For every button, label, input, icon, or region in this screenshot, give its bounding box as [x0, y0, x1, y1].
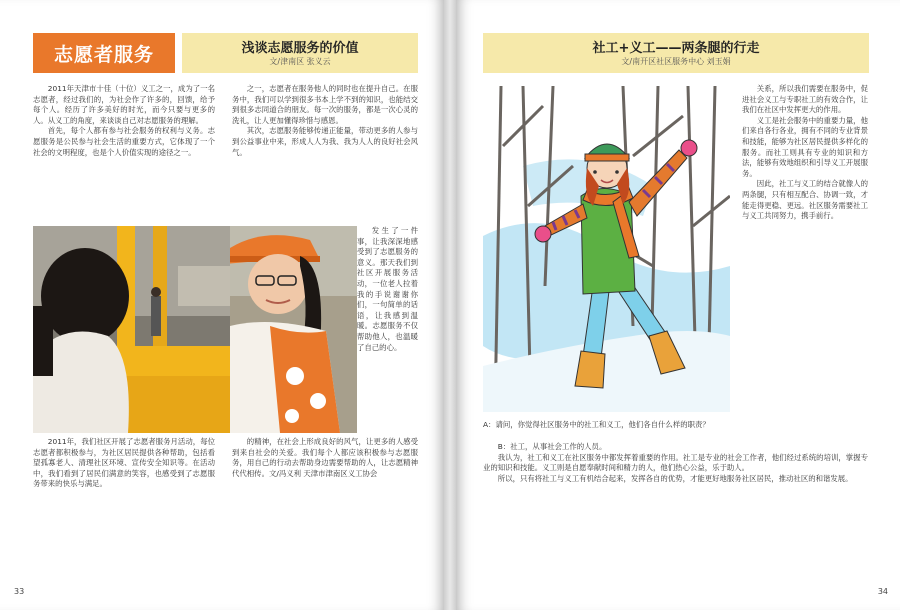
- article-title-band: [483, 33, 869, 73]
- paragraph: 所以，只有将社工与义工有机结合起来，发挥各自的优势，才能更好地服务社区居民，推动社区的和谐发展。: [497, 473, 853, 483]
- paragraph: 关系，所以我们需要在服务中，促进社会义工与专职社工的有效合作，让我们在社区中发挥更大的作用。: [742, 84, 868, 115]
- article-byline: 文/津南区 张义云: [269, 57, 331, 66]
- page-number: 34: [877, 587, 888, 596]
- paragraph: 其次，志愿服务能够传递正能量，带动更多的人参与到公益事业中来，形成人人为我、我为人人的良好社会风气。: [232, 126, 418, 157]
- winter-girl-illustration: [483, 86, 730, 412]
- text-column-1: [33, 84, 215, 222]
- paragraph: 义工是社会服务中的重要力量，他们来自各行各业，拥有不同的专业背景和技能，能够为社区居民提供多样化的服务。而社工则具有专业的知识和方法，能够有效地组织和引导义工开展服务。: [742, 115, 868, 178]
- article-title: 浅谈志愿服务的价值: [241, 41, 359, 56]
- paragraph: 2011年天津市十佳（十位）义工之一，成为了一名志愿者，经过我们的，为社会作了许多的，回馈，给予每个人。经历了许多美好的时光，而今只要与更多的人。从义工的角度，来谈谈自己对志愿服务的理解。: [33, 84, 215, 125]
- article-title: 社工+义工——两条腿的行走: [592, 41, 760, 56]
- volunteer-photo: [33, 226, 230, 433]
- book-gutter: [444, 0, 456, 610]
- volunteer-photo-right: [230, 226, 357, 433]
- text-column-2: [232, 84, 418, 222]
- paragraph: B：社工，从事社会工作的人员。: [497, 442, 607, 451]
- text-column-2-strip: [357, 226, 418, 433]
- paragraph: 之一，志愿者在服务他人的同时也在提升自己。在服务中，我们可以学到很多书本上学不到的知识，也能结交到很多志同道合的朋友。每一次的服务，都是一次心灵的洗礼，让人更加懂得珍惜与感恩。: [232, 84, 418, 125]
- section-tag: 志愿者服务: [33, 33, 175, 73]
- paragraph: 发生了一件事，让我深深地感受到了志愿服务的意义。那天我们到社区开展服务活动，一位老人拉着我的手说谢谢你们，一句简单的话语，让我感到温暖。志愿服务不仅帮助他人，也温暖了自己的心。: [357, 226, 418, 352]
- article-byline: 文/南开区社区服务中心 刘玉娟: [621, 57, 731, 66]
- paragraph: 的精神，在社会上形成良好的风气，让更多的人感受到来自社会的关爱。我们每个人都应该积极参与志愿服务，用自己的行动去帮助身边需要帮助的人，让志愿精神代代相传。文/冯义利 天津市津南区义工协会: [232, 437, 418, 478]
- paragraph: 首先，每个人都有参与社会服务的权利与义务。志愿服务是公民参与社会生活的重要方式，它体现了一个社会的文明程度，也是个人价值实现的途径之一。: [33, 126, 215, 157]
- page-number: 33: [14, 587, 25, 596]
- text-column-bottom: [483, 442, 868, 582]
- illustration-caption: A：请问，你觉得社区服务中的社工和义工，他们各自什么样的职责？: [483, 420, 710, 429]
- paragraph: 因此，社工与义工的结合就像人的两条腿，只有相互配合、协调一致，才能走得更稳、更远。社区服务需要社工与义工共同努力，携手前行。: [742, 179, 868, 221]
- text-column-2-bottom: [232, 437, 418, 585]
- left-page: [0, 0, 444, 610]
- article-title-band: [182, 33, 418, 73]
- paragraph: 我认为，社工和义工在社区服务中都发挥着重要的作用。社工是专业的社会工作者，他们经过系统的培训，掌握专业的知识和技能。义工则是自愿奉献时间和精力的人，他们热心公益，乐于助人。: [483, 452, 868, 473]
- text-column-1-bottom: [33, 437, 215, 585]
- paragraph: 2011年，我们社区开展了志愿者服务月活动，每位志愿者都积极参与，为社区居民提供各种帮助，包括看望孤寡老人、清理社区环境、宣传安全知识等。在活动中，我们看到了居民们满意的笑容，也感受到了志愿服务带来的快乐与满足。: [33, 437, 215, 489]
- text-column-right: [742, 84, 868, 424]
